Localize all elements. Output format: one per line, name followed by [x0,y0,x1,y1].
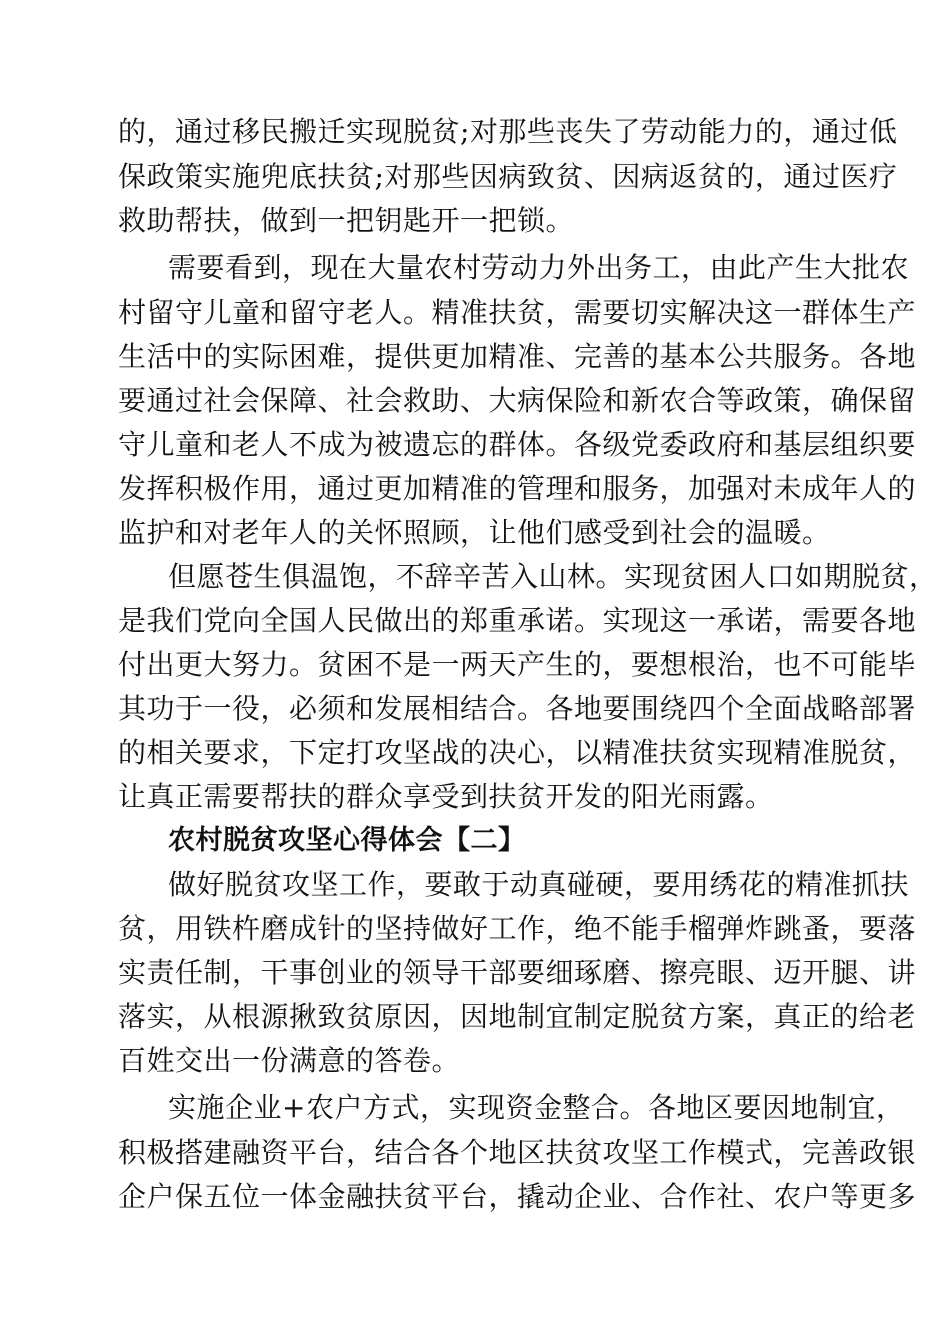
text-line: 要通过社会保障、社会救助、大病保险和新农合等政策，确保留 [118,384,917,417]
paragraph-start-line: 实施企业+农户方式，实现资金整合。各地区要因地制宜， [168,1091,905,1124]
text-line: 的相关要求，下定打攻坚战的决心，以精准扶贫实现精准脱贫， [118,736,917,769]
paragraph-start-line: 需要看到，现在大量农村劳动力外出务工，由此产生大批农 [168,251,910,284]
text-line: 企户保五位一体金融扶贫平台，撬动企业、合作社、农户等更多 [118,1180,917,1213]
text-line: 百姓交出一份满意的答卷。 [118,1044,461,1077]
paragraph-start-line: 做好脱贫攻坚工作，要敢于动真碰硬，要用绣花的精准抓扶 [168,868,910,901]
text-line: 发挥积极作用，通过更加精准的管理和服务，加强对未成年人的 [118,472,917,505]
text-line: 村留守儿童和留守老人。精准扶贫，需要切实解决这一群体生产 [118,296,917,329]
text-line: 救助帮扶，做到一把钥匙开一把锁。 [118,204,575,237]
section-heading: 农村脱贫攻坚心得体会【二】 [168,825,526,856]
text-line: 的，通过移民搬迁实现脱贫;对那些丧失了劳动能力的，通过低 [118,115,898,148]
text-line: 付出更大努力。贫困不是一两天产生的，要想根治，也不可能毕 [118,648,917,681]
text-line: 积极搭建融资平台，结合各个地区扶贫攻坚工作模式，完善政银 [118,1136,917,1169]
text-line: 让真正需要帮扶的群众享受到扶贫开发的阳光雨露。 [118,780,774,813]
text-line: 守儿童和老人不成为被遗忘的群体。各级党委政府和基层组织要 [118,428,917,461]
text-line: 实责任制，干事创业的领导干部要细琢磨、擦亮眼、迈开腿、讲 [118,956,917,989]
text-line: 保政策实施兜底扶贫;对那些因病致贫、因病返贫的，通过医疗 [118,160,898,193]
text-line: 监护和对老年人的关怀照顾，让他们感受到社会的温暖。 [118,516,831,549]
text-line: 落实，从根源揪致贫原因，因地制宜制定脱贫方案，真正的给老 [118,1000,917,1033]
text-line: 贫，用铁杵磨成针的坚持做好工作，绝不能手榴弹炸跳蚤，要落 [118,912,917,945]
paragraph-start-line: 但愿苍生俱温饱，不辞辛苦入山林。实现贫困人口如期脱贫， [168,560,938,593]
text-line: 生活中的实际困难，提供更加精准、完善的基本公共服务。各地 [118,340,917,373]
text-line: 其功于一役，必须和发展相结合。各地要围绕四个全面战略部署 [118,692,917,725]
text-line: 是我们党向全国人民做出的郑重承诺。实现这一承诺，需要各地 [118,604,917,637]
